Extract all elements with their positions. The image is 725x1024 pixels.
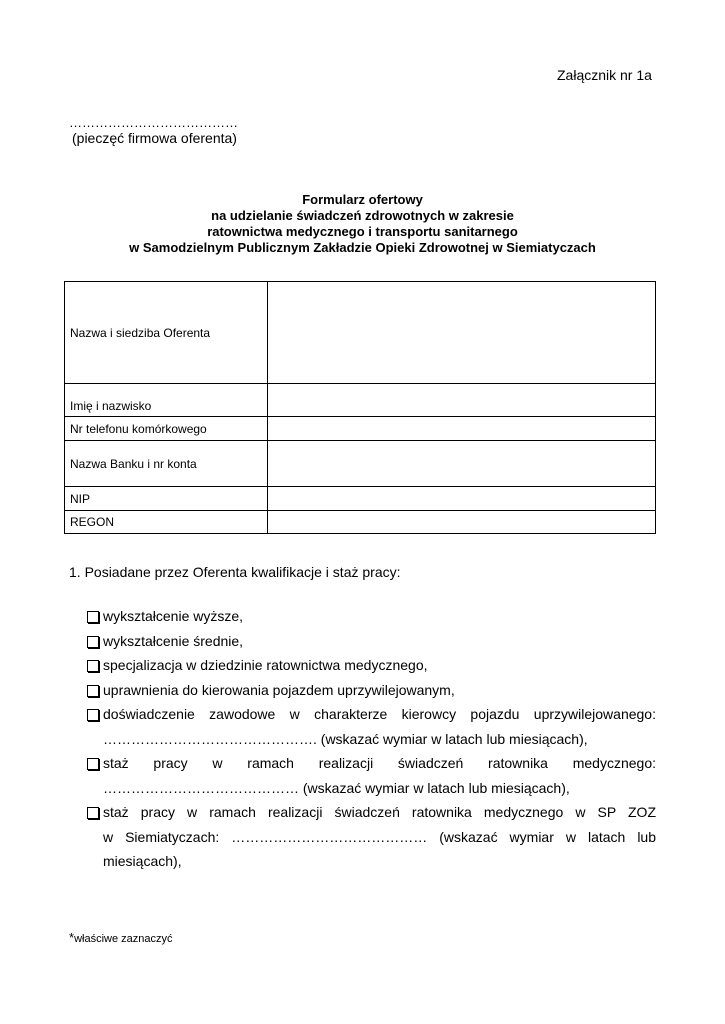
table-row — [65, 511, 656, 534]
bank-account-field[interactable] — [268, 441, 656, 487]
row-label-name-seat: Nazwa i siedziba Oferenta — [65, 282, 268, 384]
footnote-star: * — [69, 930, 75, 945]
stamp-dotted-line: ………………………………… — [69, 115, 238, 130]
regon-field[interactable] — [268, 511, 656, 534]
footnote — [69, 930, 172, 945]
title-line-4: w Samodzielnym Publicznym Zakładzie Opieki Zdrowotnej w Siemiatyczach — [129, 240, 596, 255]
qualification-options — [86, 604, 656, 874]
option-label: uprawnienia do kierowania pojazdem uprzywilejowanym, — [103, 681, 455, 698]
title-line-2: na udzielanie świadczeń zdrowotnych w zakresie — [211, 208, 514, 223]
stamp-label: (pieczęć firmowa oferenta) — [72, 130, 237, 146]
table-row — [65, 487, 656, 511]
option-label-line-2: w Siemiatyczach: …………………………………… (wskazać wymiar w latach lub — [103, 828, 656, 845]
checkbox-icon[interactable] — [87, 807, 99, 819]
checkbox-icon[interactable] — [87, 636, 99, 648]
row-label-nip: NIP — [65, 487, 268, 511]
option-secondary-education — [86, 629, 656, 654]
row-label-regon: REGON — [65, 511, 268, 534]
section-1-heading: 1. Posiadane przez Oferenta kwalifikacje i staż pracy: — [69, 564, 401, 580]
option-specialization — [86, 653, 656, 678]
table-row — [65, 282, 656, 384]
checkbox-icon[interactable] — [87, 611, 99, 623]
title-line-1: Formularz ofertowy — [302, 192, 423, 207]
checkbox-icon[interactable] — [87, 709, 99, 721]
footnote-text: właściwe zaznaczyć — [74, 933, 173, 945]
annex-label: Załącznik nr 1a — [557, 67, 652, 83]
full-name-field[interactable] — [268, 384, 656, 417]
option-label-line-2: ………………………………………. (wskazać wymiar w latach lub miesiącach), — [103, 730, 588, 747]
table-row — [65, 417, 656, 441]
option-label-line-3: miesiącach), — [103, 853, 182, 869]
option-label-line-1: staż pracy w ramach realizacji świadczeń ratownika medycznego: — [103, 755, 656, 771]
checkbox-icon[interactable] — [87, 758, 99, 770]
table-row — [65, 441, 656, 487]
option-label: wykształcenie średnie, — [103, 632, 244, 649]
option-label: wykształcenie wyższe, — [103, 608, 244, 624]
option-label: specjalizacja w dziedzinie ratownictwa medycznego, — [103, 657, 428, 673]
row-label-bank-account: Nazwa Banku i nr konta — [65, 441, 268, 487]
option-label-line-2: …………………………………… (wskazać wymiar w latach lub miesiącach), — [103, 779, 570, 796]
mobile-phone-field[interactable] — [268, 417, 656, 441]
checkbox-icon[interactable] — [87, 685, 99, 697]
option-label-line-1: staż pracy w ramach realizacji świadczeń ratownika medycznego w SP ZOZ — [103, 804, 656, 820]
title-line-3: ratownictwa medycznego i transportu sanitarnego — [207, 224, 518, 239]
form-title — [0, 192, 725, 256]
table-row — [65, 384, 656, 417]
option-label-line-1: doświadczenie zawodowe w charakterze kierowcy pojazdu uprzywilejowanego: — [103, 706, 656, 722]
checkbox-icon[interactable] — [87, 660, 99, 672]
bidder-info-table — [64, 281, 656, 534]
nip-field[interactable] — [268, 487, 656, 511]
option-priority-vehicle-license — [86, 678, 656, 703]
option-driver-experience — [86, 702, 656, 751]
option-higher-education — [86, 604, 656, 629]
option-spzoz-experience — [86, 800, 656, 874]
row-label-mobile-phone: Nr telefonu komórkowego — [65, 417, 268, 441]
name-seat-field[interactable] — [268, 282, 656, 384]
option-paramedic-experience — [86, 751, 656, 800]
row-label-full-name: Imię i nazwisko — [65, 384, 268, 417]
